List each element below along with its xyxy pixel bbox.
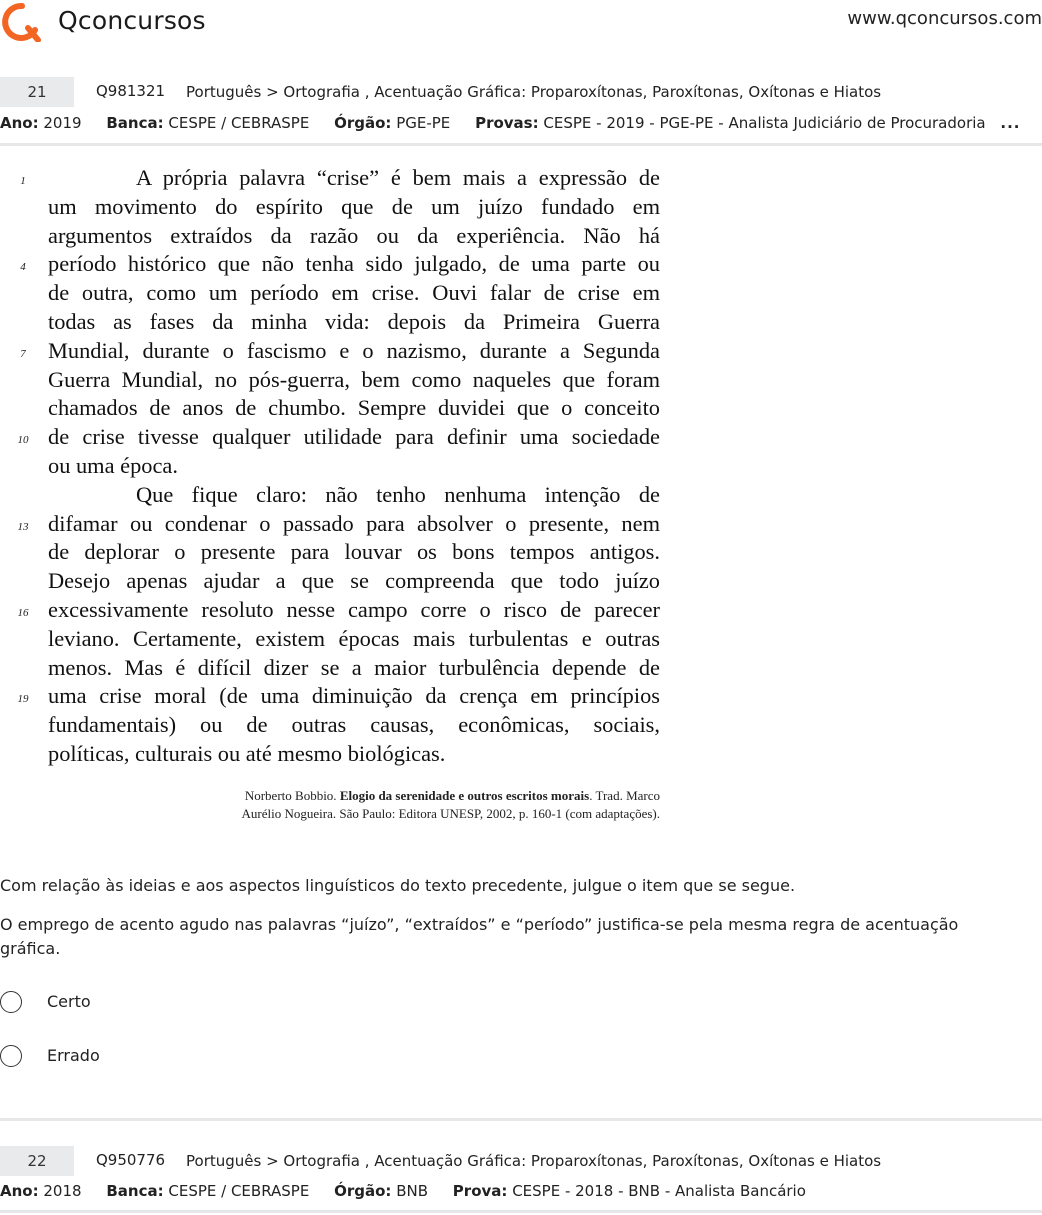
question-number: 22 [0,1146,74,1176]
passage-line: fundamentais) ou de outras causas, econômicas, sociais, [48,712,660,738]
line-number: 7 [20,347,26,360]
passage-line: excessivamente resoluto nesse campo corre o risco de parecer [48,597,660,622]
passage-line: de outra, como um período em crise. Ouvi falar de crise em [48,280,660,306]
citation-author: Norberto Bobbio. [244,788,337,803]
citation-rest: . Trad. Marco [589,788,660,803]
provas-label: Prova: [452,1182,508,1200]
passage-line: uma crise moral (de uma diminuição da crença em princípios [48,683,660,709]
citation-line [180,787,660,805]
banca-value[interactable]: CESPE / CEBRASPE [168,1182,310,1200]
radio-button[interactable] [0,991,22,1013]
line-number: 10 [17,434,29,447]
radio-button[interactable] [0,1045,22,1067]
orgao-label: Órgão: [334,114,392,132]
question-statement: O emprego de acento agudo nas palavras “juízo”, “extraídos” e “período” justifica-se pela mesma regra de acentuação gráfica. [0,915,959,958]
banca-value[interactable]: CESPE / CEBRASPE [168,114,310,132]
passage-line: período histórico que não tenha sido julgado, de uma parte ou [48,251,660,277]
ano-label: Ano: [0,1182,39,1200]
passage-line: de crise tivesse qualquer utilidade para definir uma sociedade [48,424,660,450]
provas-value[interactable]: CESPE - 2018 - BNB - Analista Bancário [512,1182,806,1200]
question-id[interactable]: Q981321 [96,82,166,100]
passage-line: Guerra Mundial, no pós-guerra, bem como naqueles que foram [48,366,660,392]
passage-line: Mundial, durante o fascismo e o nazismo, durante a Segunda [48,337,660,363]
divider [0,143,1042,146]
question-prompt: Com relação às ideias e aos aspectos linguísticos do texto precedente, julgue o item que se segue. [0,876,796,895]
passage-line: políticas, culturais ou até mesmo biológicas. [48,741,446,766]
line-number: 4 [20,261,26,274]
line-number: 19 [17,693,29,706]
orgao-value[interactable]: PGE-PE [396,114,451,132]
ano-value[interactable]: 2019 [43,114,82,132]
orgao-label: Órgão: [334,1182,392,1200]
question-meta [0,114,1021,132]
citation-title: Elogio da serenidade e outros escritos morais [339,788,590,803]
question-subject[interactable]: Português > Ortografia , Acentuação Gráfica: Proparoxítonas, Paroxítonas, Oxítonas e Hiatos [186,1152,882,1170]
passage-line: leviano. Certamente, existem épocas mais turbulentas e outras [48,625,660,651]
divider [0,1118,1042,1121]
option-label[interactable]: Errado [47,1046,100,1065]
passage-line: chamados de anos de chumbo. Sempre duvidei que o conceito [48,395,660,421]
passage-line: Desejo apenas ajudar a que se compreenda que todo juízo [48,568,660,594]
line-number: 13 [17,520,29,533]
question-number: 21 [0,77,74,107]
banca-label: Banca: [106,1182,164,1200]
passage-line: todas as fases da minha vida: depois da Primeira Guerra [48,309,660,334]
line-number: 1 [20,175,26,187]
passage-line: argumentos extraídos da razão ou da experiência. Não há [48,222,660,248]
passage-line: menos. Mas é difícil dizer se a maior turbulência depende de [48,654,660,680]
provas-value[interactable]: CESPE - 2019 - PGE-PE - Analista Judiciário de Procuradoria [543,114,986,132]
question-id[interactable]: Q950776 [96,1151,166,1169]
passage-line: ou uma época. [48,453,178,478]
citation-line: Aurélio Nogueira. São Paulo: Editora UNESP, 2002, p. 160-1 (com adaptações). [241,806,660,821]
passage-line: Que fique claro: não tenho nenhuma intenção de [136,481,660,507]
logo-text[interactable]: Qconcursos [58,6,206,35]
ano-value[interactable]: 2018 [43,1182,82,1200]
option-label[interactable]: Certo [47,992,91,1011]
question-meta [0,1182,806,1200]
question-subject[interactable]: Português > Ortografia , Acentuação Gráfica: Proparoxítonas, Paroxítonas, Oxítonas e Hiatos [186,83,882,101]
ano-label: Ano: [0,114,39,132]
passage-line: um movimento do espírito que de um juízo fundado em [48,193,660,219]
more-provas-button[interactable]: ... [1000,114,1021,132]
site-url[interactable]: www.qconcursos.com [847,8,1042,29]
qconcursos-logo-icon[interactable] [2,2,42,42]
divider [0,1210,1042,1213]
banca-label: Banca: [106,114,164,132]
orgao-value[interactable]: BNB [396,1182,429,1200]
provas-label: Provas: [475,114,539,132]
passage-line: difamar ou condenar o passado para absolver o presente, nem [48,510,660,536]
line-number: 16 [17,607,29,619]
passage-line: de deplorar o presente para louvar os bons tempos antigos. [48,539,660,565]
passage-line: A própria palavra “crise” é bem mais a expressão de [136,165,660,190]
